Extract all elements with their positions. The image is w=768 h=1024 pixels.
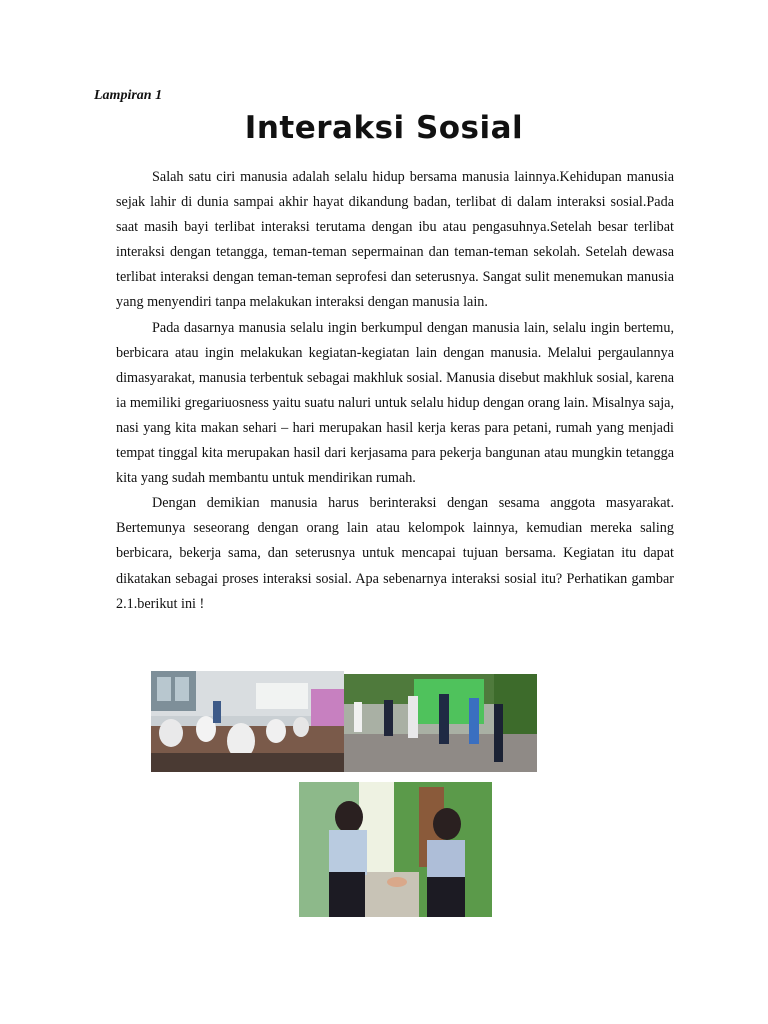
classroom-photo xyxy=(151,671,344,772)
paragraph-3: Dengan demikian manusia harus berinteraksi dengan sesama anggota masyarakat. Bertemunya seseorang dengan orang lain atau kelompok lainnya, kemudian mereka saling berbicara, bekerja sama, dan seterusnya untuk mencapai tujuan bersama. Kegiatan itu dapat dikatakan sebagai proses interaksi sosial. Apa sebenarnya interaksi sosial itu? Perhatikan gambar 2.1.berikut ini ! xyxy=(116,495,674,612)
paragraph-1: Salah satu ciri manusia adalah selalu hidup bersama manusia lainnya.Kehidupan manusia sejak lahir di dunia sampai akhir hayat dikandung badan, terlibat di dalam interaksi sosial.Pada saat masih bayi terlibat interaksi terutama dengan ibu atau pengasuhnya.Setelah besar terlibat interaksi dengan tetangga, teman-teman sepermainan dan teman-teman sekolah. Setelah dewasa terlibat interaksi dengan teman-teman seprofesi dan seterusnya. Sangat sulit menemukan manusia yang menyendiri tanpa melakukan interaksi dengan manusia lain. xyxy=(116,169,674,311)
appendix-label: Lampiran 1 xyxy=(94,88,163,103)
schoolyard-photo xyxy=(344,674,537,772)
body-text xyxy=(116,165,674,617)
handshake-photo xyxy=(299,782,492,917)
page-title: Interaksi Sosial xyxy=(244,110,524,146)
paragraph-2: Pada dasarnya manusia selalu ingin berkumpul dengan manusia lain, selalu ingin bertemu, berbicara atau ingin melakukan kegiatan-kegiatan lain dengan manusia. Melalui pergaulannya dimasyarakat, manusia terbentuk sebagai makhluk sosial. Manusia disebut makhluk sosial, karena ia memiliki gregariuosness yaitu suatu naluri untuk selalu hidup dengan orang lain. Misalnya saja, nasi yang kita makan sehari – hari merupakan hasil kerja keras para petani, rumah yang menjadi tempat tinggal kita merupakan hasil dari kerjasama para pekerja bangunan atau mungkin tetangga kita yang sudah membantu untuk mendirikan rumah. xyxy=(116,319,674,487)
